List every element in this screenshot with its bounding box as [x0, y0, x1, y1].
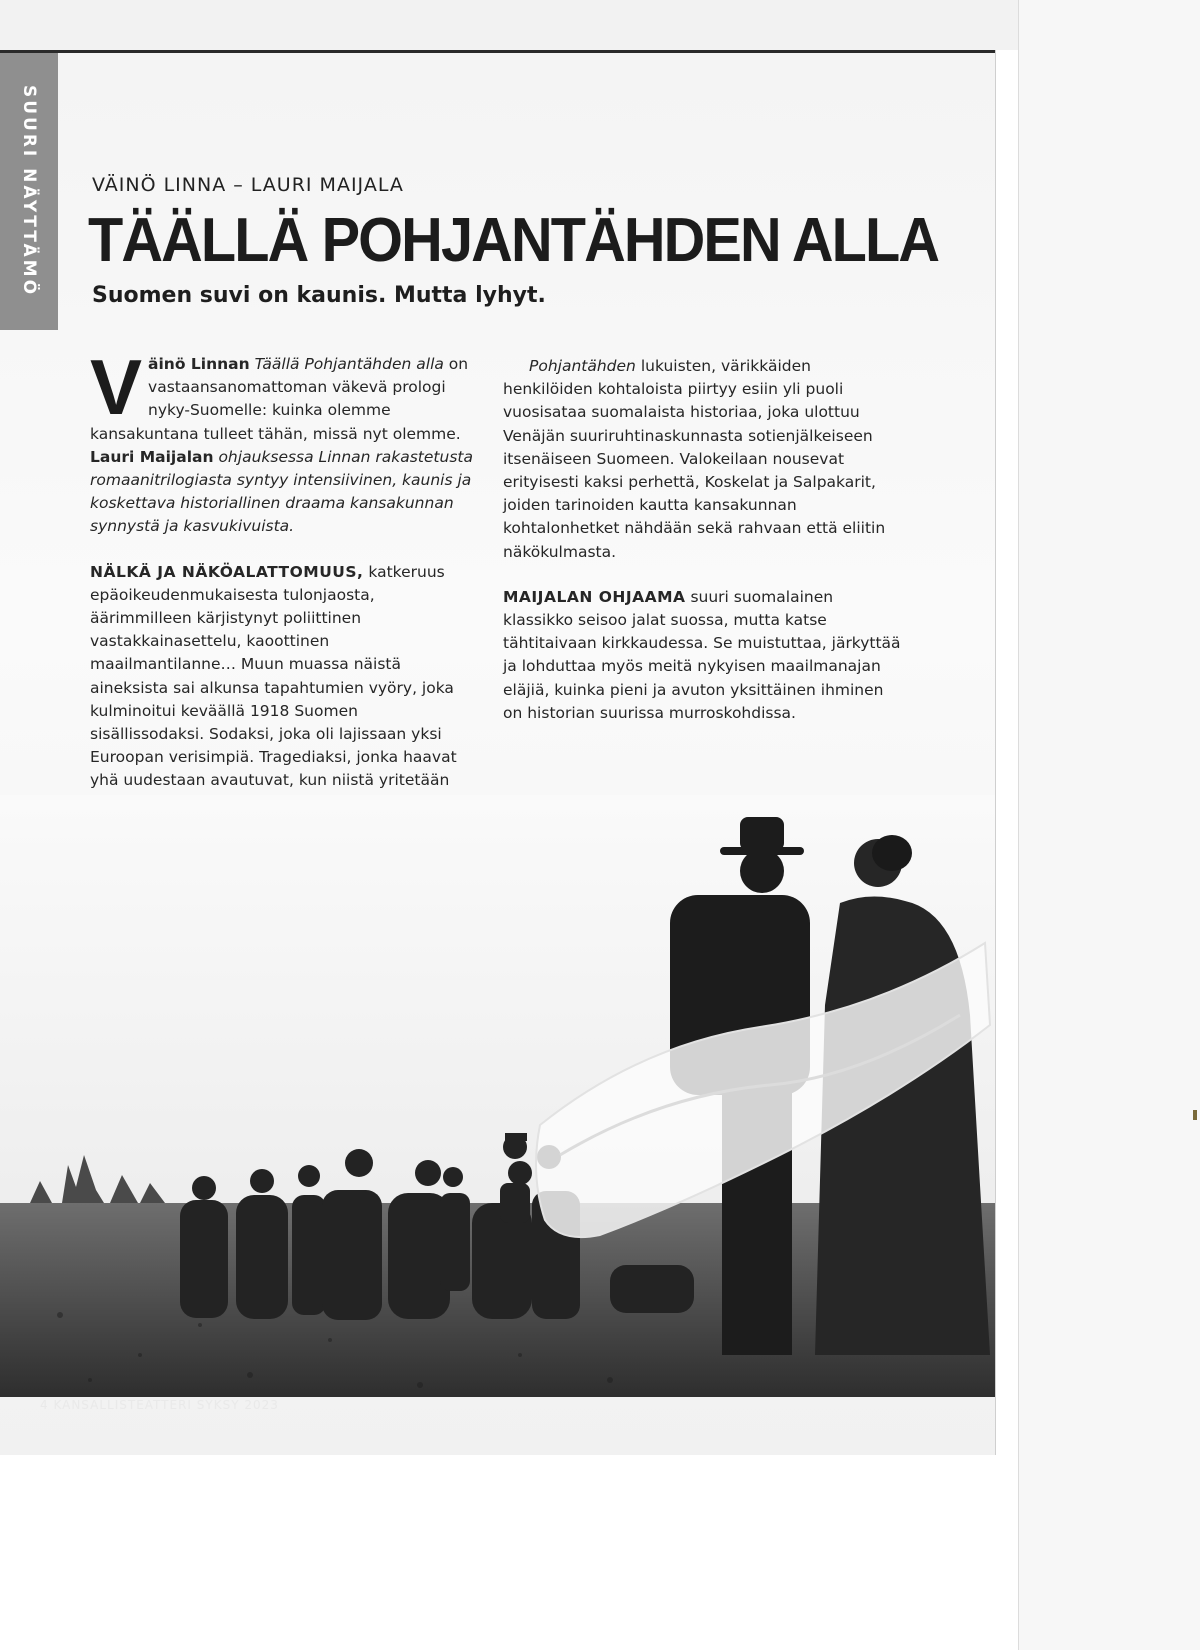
body-paragraph — [90, 561, 475, 816]
intro-text-italic: ohjauksessa Linnan rakastetusta romaanitrilogiasta syntyy intensiivinen, kaunis ja koskettava historiallinen draama kansakunnan synnystä ja kasvukivuista. — [90, 447, 473, 536]
paragraph-text: lukuisten, värikkäiden henkilöiden kohtaloista piirtyy esiin yli puoli vuosisataa suomalaista historiaa, joka ulottuu Venäjän suuriruhtinaskunnasta sotienjälkeiseen itsenäiseen Suomeen. Valokeilaan nousevat erityisesti kaksi perhettä, Koskelat ja Salpakarit, joiden tarinoiden kautta kansakunnan kohtalonhetket nähdään sekä rahvaan että eliitin näkökulmasta. — [503, 357, 886, 561]
paragraph-lead-in: NÄLKÄ JA NÄKÖALATTOMUUS, — [90, 562, 364, 581]
novel-title: Täällä Pohjantähden alla — [254, 355, 444, 373]
drop-cap: V — [90, 343, 143, 431]
paragraph-text: katkeruus epäoikeudenmukaisesta tulonjaosta, äärimmilleen kärjistynyt poliittinen vastakkainasettelu, kaoottinen maailmantilanne… Muun muassa näistä aineksista sai alkunsa tapahtumien vyöry, joka kulminoitui keväällä 1918 Suomen sisällissodaksi. Sodaksi, joka oli lajissaan yksi Euroopan verisimpiä. Tragediaksi, jonka haavat yhä uudestaan avautuvat, kun niistä yritetään — [90, 562, 457, 790]
production-photo — [0, 795, 995, 1397]
headline: TÄÄLLÄ POHJANTÄHDEN ALLA — [88, 206, 939, 275]
subheadline: Suomen suvi on kaunis. Mutta lyhyt. — [92, 283, 546, 308]
novel-title: Pohjantähden — [529, 357, 636, 375]
intro-paragraph — [90, 343, 475, 539]
section-label: SUURI NÄYTTÄMÖ — [19, 84, 39, 298]
body-paragraph — [503, 586, 903, 725]
page-footer: 4 KANSALLISTEATTERI SYKSY 2023 — [40, 1398, 279, 1412]
text-column-left — [90, 343, 475, 838]
text-column-right — [503, 355, 903, 747]
director-name: Lauri Maijalan — [90, 447, 214, 466]
magazine-page — [0, 50, 995, 1455]
paragraph-text: suuri suomalainen klassikko seisoo jalat suossa, mutta katse tähtitaivaan kirkkaudessa. Se muistuttaa, järkyttää ja lohduttaa myös meitä nykyisen maailmanajan eläjiä, kuinka pieni ja avuton yksittäinen ihminen on historian suurissa murroskohdissa. — [503, 587, 901, 722]
photo-illustration — [0, 795, 995, 1397]
paragraph-lead-in: MAIJALAN OHJAAMA — [503, 587, 686, 606]
intro-text: on vastaansanomattoman väkevä prologi nyky-Suomelle: kuinka olemme kansakuntana tulleet tähän, missä nyt olemme. — [90, 355, 469, 443]
author-name: äinö Linnan — [148, 355, 250, 373]
scan-speck — [1193, 1110, 1197, 1120]
scan-margin-right — [1018, 0, 1200, 1650]
section-tab — [0, 53, 58, 330]
scan-margin-top — [0, 0, 1020, 50]
body-paragraph — [503, 355, 903, 564]
kicker-authors: VÄINÖ LINNA – LAURI MAIJALA — [92, 174, 404, 196]
